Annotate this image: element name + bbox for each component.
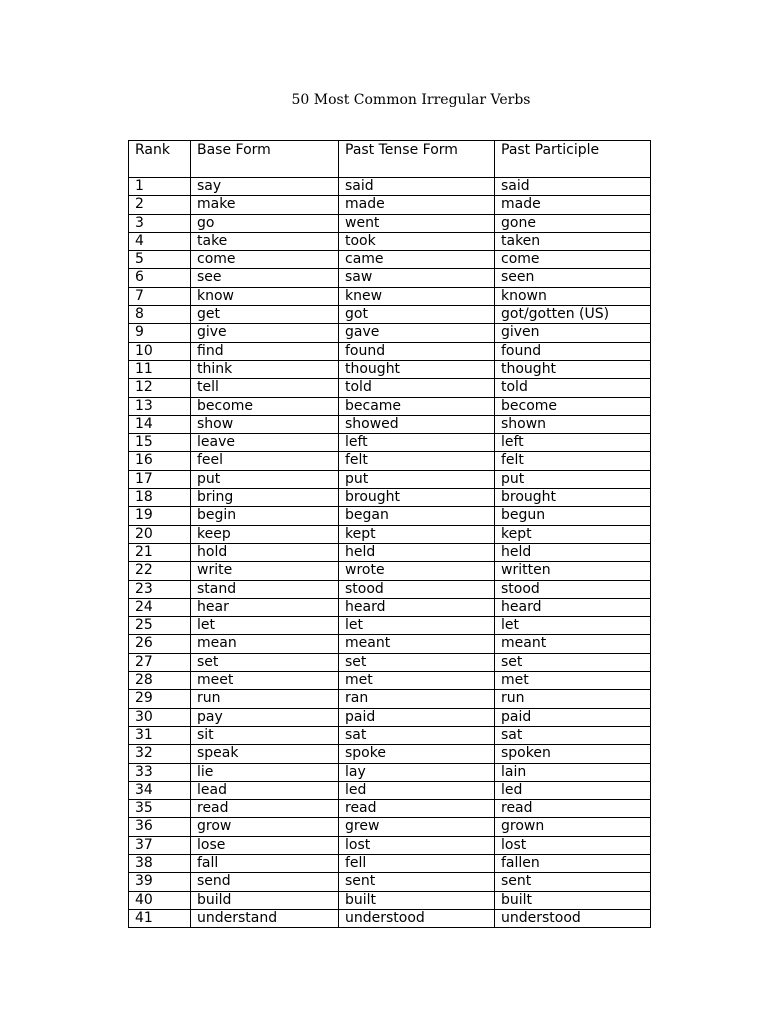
- cell-base-form: pay: [191, 708, 339, 726]
- cell-past-tense: saw: [339, 269, 495, 287]
- table-row: [129, 653, 651, 671]
- cell-past-participle: run: [495, 690, 651, 708]
- table-row: [129, 342, 651, 360]
- cell-base-form: say: [191, 178, 339, 196]
- cell-past-participle: understood: [495, 909, 651, 927]
- cell-past-participle: meant: [495, 635, 651, 653]
- cell-past-tense: read: [339, 800, 495, 818]
- cell-past-participle: lost: [495, 836, 651, 854]
- cell-base-form: build: [191, 891, 339, 909]
- table-row: [129, 415, 651, 433]
- cell-past-participle: paid: [495, 708, 651, 726]
- cell-base-form: run: [191, 690, 339, 708]
- table-row: [129, 800, 651, 818]
- table-row: [129, 196, 651, 214]
- table-row: [129, 891, 651, 909]
- cell-past-tense: grew: [339, 818, 495, 836]
- cell-base-form: send: [191, 873, 339, 891]
- cell-past-tense: found: [339, 342, 495, 360]
- cell-rank: 10: [129, 342, 191, 360]
- cell-base-form: begin: [191, 507, 339, 525]
- table-row: [129, 178, 651, 196]
- cell-past-participle: met: [495, 672, 651, 690]
- cell-past-tense: went: [339, 214, 495, 232]
- cell-past-participle: come: [495, 251, 651, 269]
- cell-past-tense: led: [339, 781, 495, 799]
- cell-base-form: feel: [191, 452, 339, 470]
- cell-past-participle: set: [495, 653, 651, 671]
- table-row: [129, 470, 651, 488]
- table-row: [129, 507, 651, 525]
- irregular-verbs-table: [128, 140, 651, 928]
- table-body: [129, 178, 651, 928]
- cell-past-participle: thought: [495, 360, 651, 378]
- cell-past-tense: gave: [339, 324, 495, 342]
- table-row: [129, 251, 651, 269]
- cell-base-form: lose: [191, 836, 339, 854]
- cell-base-form: tell: [191, 379, 339, 397]
- cell-rank: 16: [129, 452, 191, 470]
- cell-base-form: bring: [191, 489, 339, 507]
- cell-base-form: give: [191, 324, 339, 342]
- cell-past-tense: kept: [339, 525, 495, 543]
- cell-rank: 4: [129, 232, 191, 250]
- cell-rank: 36: [129, 818, 191, 836]
- cell-rank: 14: [129, 415, 191, 433]
- cell-base-form: keep: [191, 525, 339, 543]
- cell-rank: 7: [129, 287, 191, 305]
- cell-rank: 30: [129, 708, 191, 726]
- cell-past-participle: said: [495, 178, 651, 196]
- cell-rank: 21: [129, 543, 191, 561]
- table-row: [129, 324, 651, 342]
- cell-base-form: lie: [191, 763, 339, 781]
- table-row: [129, 543, 651, 561]
- cell-past-participle: lain: [495, 763, 651, 781]
- cell-base-form: put: [191, 470, 339, 488]
- cell-past-participle: sent: [495, 873, 651, 891]
- table-row: [129, 232, 651, 250]
- cell-past-tense: showed: [339, 415, 495, 433]
- cell-rank: 19: [129, 507, 191, 525]
- table-row: [129, 909, 651, 927]
- cell-rank: 34: [129, 781, 191, 799]
- cell-past-participle: gone: [495, 214, 651, 232]
- cell-rank: 26: [129, 635, 191, 653]
- cell-past-tense: got: [339, 306, 495, 324]
- cell-rank: 12: [129, 379, 191, 397]
- cell-past-tense: began: [339, 507, 495, 525]
- cell-past-tense: met: [339, 672, 495, 690]
- table-row: [129, 690, 651, 708]
- cell-past-tense: understood: [339, 909, 495, 927]
- cell-past-participle: fallen: [495, 854, 651, 872]
- cell-past-tense: set: [339, 653, 495, 671]
- cell-base-form: write: [191, 562, 339, 580]
- table-row: [129, 434, 651, 452]
- cell-past-participle: left: [495, 434, 651, 452]
- cell-past-tense: meant: [339, 635, 495, 653]
- cell-rank: 11: [129, 360, 191, 378]
- cell-past-tense: fell: [339, 854, 495, 872]
- cell-past-participle: written: [495, 562, 651, 580]
- cell-past-participle: become: [495, 397, 651, 415]
- cell-past-tense: left: [339, 434, 495, 452]
- cell-past-tense: paid: [339, 708, 495, 726]
- table-row: [129, 617, 651, 635]
- cell-rank: 39: [129, 873, 191, 891]
- cell-rank: 22: [129, 562, 191, 580]
- cell-past-participle: made: [495, 196, 651, 214]
- cell-base-form: see: [191, 269, 339, 287]
- cell-base-form: come: [191, 251, 339, 269]
- cell-rank: 8: [129, 306, 191, 324]
- cell-past-tense: let: [339, 617, 495, 635]
- table-row: [129, 672, 651, 690]
- cell-past-participle: spoken: [495, 745, 651, 763]
- cell-past-tense: held: [339, 543, 495, 561]
- page-title: 50 Most Common Irregular Verbs: [291, 92, 531, 108]
- cell-rank: 17: [129, 470, 191, 488]
- cell-base-form: mean: [191, 635, 339, 653]
- cell-rank: 18: [129, 489, 191, 507]
- table-row: [129, 818, 651, 836]
- table-row: [129, 287, 651, 305]
- cell-rank: 2: [129, 196, 191, 214]
- cell-base-form: find: [191, 342, 339, 360]
- cell-past-tense: took: [339, 232, 495, 250]
- table-row: [129, 306, 651, 324]
- cell-past-tense: told: [339, 379, 495, 397]
- cell-base-form: set: [191, 653, 339, 671]
- cell-base-form: know: [191, 287, 339, 305]
- cell-base-form: think: [191, 360, 339, 378]
- cell-rank: 41: [129, 909, 191, 927]
- cell-rank: 6: [129, 269, 191, 287]
- cell-past-tense: brought: [339, 489, 495, 507]
- cell-past-tense: thought: [339, 360, 495, 378]
- cell-rank: 23: [129, 580, 191, 598]
- table-row: [129, 360, 651, 378]
- cell-past-participle: sat: [495, 726, 651, 744]
- header-past-participle: Past Participle: [495, 141, 651, 178]
- cell-rank: 38: [129, 854, 191, 872]
- cell-past-tense: came: [339, 251, 495, 269]
- cell-past-participle: begun: [495, 507, 651, 525]
- cell-rank: 37: [129, 836, 191, 854]
- cell-rank: 20: [129, 525, 191, 543]
- cell-past-participle: told: [495, 379, 651, 397]
- cell-rank: 27: [129, 653, 191, 671]
- cell-rank: 24: [129, 598, 191, 616]
- cell-rank: 31: [129, 726, 191, 744]
- table-row: [129, 489, 651, 507]
- table-row: [129, 781, 651, 799]
- cell-base-form: fall: [191, 854, 339, 872]
- cell-rank: 5: [129, 251, 191, 269]
- table-row: [129, 635, 651, 653]
- cell-base-form: leave: [191, 434, 339, 452]
- cell-past-tense: ran: [339, 690, 495, 708]
- cell-past-participle: found: [495, 342, 651, 360]
- cell-rank: 35: [129, 800, 191, 818]
- cell-base-form: make: [191, 196, 339, 214]
- cell-past-participle: held: [495, 543, 651, 561]
- cell-past-tense: sat: [339, 726, 495, 744]
- cell-rank: 40: [129, 891, 191, 909]
- cell-rank: 3: [129, 214, 191, 232]
- table-row: [129, 873, 651, 891]
- table-row: [129, 598, 651, 616]
- cell-past-participle: built: [495, 891, 651, 909]
- cell-rank: 28: [129, 672, 191, 690]
- cell-base-form: show: [191, 415, 339, 433]
- table-row: [129, 452, 651, 470]
- cell-past-tense: made: [339, 196, 495, 214]
- cell-past-tense: felt: [339, 452, 495, 470]
- table-row: [129, 708, 651, 726]
- cell-base-form: become: [191, 397, 339, 415]
- cell-base-form: hear: [191, 598, 339, 616]
- cell-rank: 29: [129, 690, 191, 708]
- cell-past-tense: stood: [339, 580, 495, 598]
- cell-past-tense: became: [339, 397, 495, 415]
- cell-base-form: lead: [191, 781, 339, 799]
- table-row: [129, 726, 651, 744]
- cell-past-participle: led: [495, 781, 651, 799]
- table-row: [129, 763, 651, 781]
- table-row: [129, 397, 651, 415]
- cell-past-participle: put: [495, 470, 651, 488]
- table-row: [129, 525, 651, 543]
- table-header-row: [129, 141, 651, 178]
- cell-rank: 25: [129, 617, 191, 635]
- cell-base-form: take: [191, 232, 339, 250]
- cell-past-tense: said: [339, 178, 495, 196]
- cell-base-form: speak: [191, 745, 339, 763]
- table-row: [129, 379, 651, 397]
- cell-past-tense: put: [339, 470, 495, 488]
- cell-base-form: go: [191, 214, 339, 232]
- cell-base-form: grow: [191, 818, 339, 836]
- cell-past-tense: lay: [339, 763, 495, 781]
- cell-base-form: hold: [191, 543, 339, 561]
- cell-rank: 15: [129, 434, 191, 452]
- header-base-form: Base Form: [191, 141, 339, 178]
- cell-past-participle: let: [495, 617, 651, 635]
- cell-past-participle: given: [495, 324, 651, 342]
- table-row: [129, 836, 651, 854]
- cell-rank: 33: [129, 763, 191, 781]
- cell-rank: 32: [129, 745, 191, 763]
- cell-rank: 9: [129, 324, 191, 342]
- table-row: [129, 854, 651, 872]
- cell-past-participle: shown: [495, 415, 651, 433]
- table-row: [129, 580, 651, 598]
- table-row: [129, 562, 651, 580]
- cell-past-tense: spoke: [339, 745, 495, 763]
- table-row: [129, 269, 651, 287]
- cell-past-participle: brought: [495, 489, 651, 507]
- cell-base-form: stand: [191, 580, 339, 598]
- header-past-tense-form: Past Tense Form: [339, 141, 495, 178]
- cell-base-form: get: [191, 306, 339, 324]
- cell-past-participle: heard: [495, 598, 651, 616]
- header-rank: Rank: [129, 141, 191, 178]
- cell-past-participle: read: [495, 800, 651, 818]
- cell-past-participle: got/gotten (US): [495, 306, 651, 324]
- cell-past-participle: grown: [495, 818, 651, 836]
- cell-past-tense: knew: [339, 287, 495, 305]
- cell-past-tense: lost: [339, 836, 495, 854]
- cell-past-participle: seen: [495, 269, 651, 287]
- cell-past-tense: sent: [339, 873, 495, 891]
- cell-base-form: meet: [191, 672, 339, 690]
- cell-base-form: read: [191, 800, 339, 818]
- cell-rank: 1: [129, 178, 191, 196]
- cell-past-tense: wrote: [339, 562, 495, 580]
- cell-past-participle: kept: [495, 525, 651, 543]
- cell-past-tense: built: [339, 891, 495, 909]
- cell-past-participle: felt: [495, 452, 651, 470]
- cell-past-participle: taken: [495, 232, 651, 250]
- cell-base-form: sit: [191, 726, 339, 744]
- table-row: [129, 214, 651, 232]
- cell-base-form: understand: [191, 909, 339, 927]
- cell-base-form: let: [191, 617, 339, 635]
- cell-past-participle: stood: [495, 580, 651, 598]
- table-row: [129, 745, 651, 763]
- cell-past-tense: heard: [339, 598, 495, 616]
- cell-rank: 13: [129, 397, 191, 415]
- cell-past-participle: known: [495, 287, 651, 305]
